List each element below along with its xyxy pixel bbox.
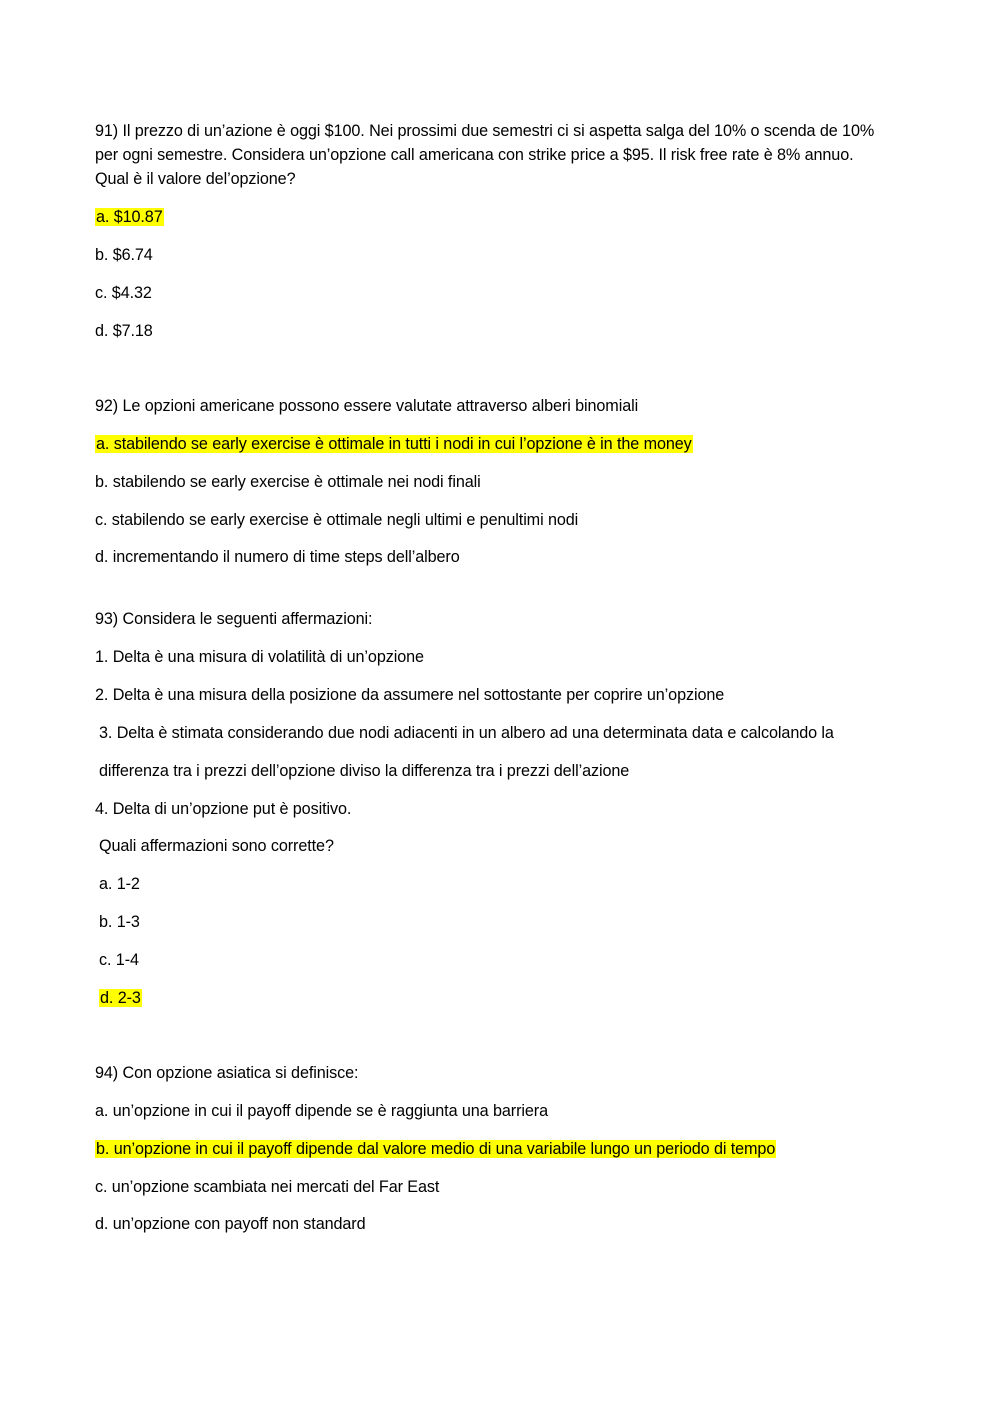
question-91-option-b: b. $6.74	[95, 246, 153, 264]
highlighted-answer: d. 2-3	[100, 989, 141, 1007]
question-93-prompt: Quali affermazioni sono corrette?	[99, 837, 334, 855]
question-93-statement-2: 2. Delta è una misura della posizione da assumere nel sottostante per coprire un’opzione	[95, 686, 725, 704]
question-93-statement-3: 3. Delta è stimata considerando due nodi adiacenti in un albero ad una determinata data e calcolando la	[99, 724, 834, 742]
question-91-stem-line-3: Qual è il valore del’opzione?	[95, 170, 296, 188]
question-93-option-c: c. 1-4	[99, 951, 139, 969]
question-93-option-a: a. 1-2	[99, 875, 140, 893]
question-92-option-a	[95, 432, 693, 456]
question-92-option-b: b. stabilendo se early exercise è ottimale nei nodi finali	[95, 473, 481, 491]
question-94-option-d: d. un’opzione con payoff non standard	[95, 1215, 366, 1233]
highlighted-answer: a. $10.87	[96, 208, 163, 226]
question-92-option-d: d. incrementando il numero di time steps dell’albero	[95, 548, 460, 566]
question-91-stem-line-2: per ogni semestre. Considera un’opzione call americana con strike price a $95. Il risk free rate è 8% annuo.	[95, 146, 854, 164]
question-92-option-c: c. stabilendo se early exercise è ottimale negli ultimi e penultimi nodi	[95, 511, 579, 529]
highlighted-answer: b. un’opzione in cui il payoff dipende dal valore medio di una variabile lungo un periodo di tempo	[96, 1140, 776, 1158]
question-91-option-c: c. $4.32	[95, 284, 152, 302]
question-91-option-a	[95, 205, 164, 229]
question-93-statement-1: 1. Delta è una misura di volatilità di un’opzione	[95, 648, 424, 666]
question-94-stem: 94) Con opzione asiatica si definisce:	[95, 1064, 359, 1082]
question-94-option-c: c. un’opzione scambiata nei mercati del Far East	[95, 1178, 440, 1196]
highlighted-answer: a. stabilendo se early exercise è ottimale in tutti i nodi in cui l’opzione è in the money	[96, 435, 692, 453]
question-92-stem: 92) Le opzioni americane possono essere valutate attraverso alberi binomiali	[95, 397, 639, 415]
question-91-stem-line-1: 91) Il prezzo di un’azione è oggi $100. Nei prossimi due semestri ci si aspetta salga del 10% o scenda de 10%	[95, 122, 875, 140]
question-93-option-b: b. 1-3	[99, 913, 140, 931]
question-93-stem: 93) Considera le seguenti affermazioni:	[95, 610, 373, 628]
question-93-statement-4: 4. Delta di un’opzione put è positivo.	[95, 800, 352, 818]
question-94-option-b	[95, 1137, 776, 1161]
question-93-statement-3-continued: differenza tra i prezzi dell’opzione diviso la differenza tra i prezzi dell’azione	[99, 762, 630, 780]
question-94-option-a: a. un’opzione in cui il payoff dipende se è raggiunta una barriera	[95, 1102, 548, 1120]
question-91-option-d: d. $7.18	[95, 322, 153, 340]
question-93-option-d	[99, 986, 142, 1010]
